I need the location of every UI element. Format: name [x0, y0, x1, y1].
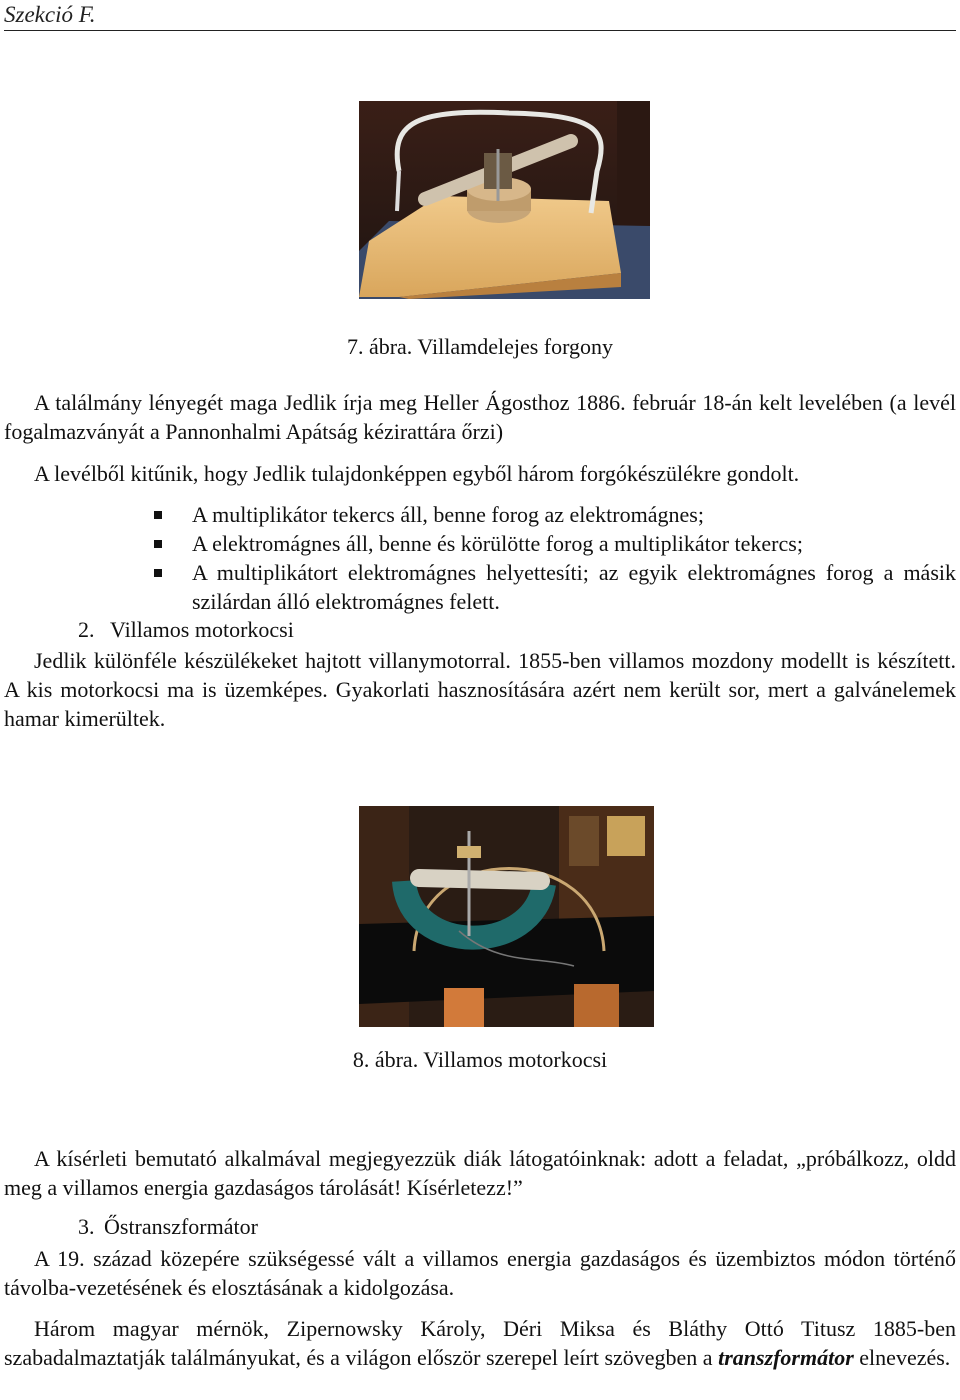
- figure-8-caption: 8. ábra. Villamos motorkocsi: [352, 1047, 608, 1072]
- section-number: 2.: [78, 617, 95, 642]
- emphasized-term: transzformátor: [718, 1345, 854, 1370]
- paragraph-transmission: A 19. század közepére szükségessé vált a villamos energia gazdaságos és üzembiztos módon történő távolba-vezetésének és elosztásának a kidolgozása.: [4, 1246, 956, 1300]
- section-3-heading: [78, 1214, 258, 1240]
- device-list: [154, 500, 956, 616]
- paragraph-student-task: A kísérleti bemutató alkalmával megjegyezzük diák látogatóinknak: adott a feladat, „próbálkozz, oldd meg a villamos energia gazdaságos tárolását! Kísérletezz!”: [4, 1146, 956, 1200]
- list-item: A multiplikátor tekercs áll, benne forog az elektromágnes;: [154, 500, 956, 529]
- section-title: Őstranszformátor: [104, 1214, 258, 1239]
- bullet-square-icon: [154, 569, 162, 577]
- page-header: [4, 0, 956, 31]
- section-2-heading: [78, 617, 294, 643]
- paragraph-motor-car: Jedlik különféle készülékeket hajtott villanymotorral. 1855-ben villamos mozdony modellt is készített. A kis motorkocsi ma is üzemképes. Gyakorlati hasznosítására azért nem került sor, mert a galvánelemek hamar kimerültek.: [4, 648, 956, 731]
- section-number: 3.: [78, 1214, 95, 1239]
- paragraph-transformer-patent: Három magyar mérnök, Zipernowsky Károly, Déri Miksa és Bláthy Ottó Titusz 1885-ben szabadalmaztatják találmányukat, és a világon először szerepel leírt szövegben a transzformátor elnevezés.: [4, 1316, 956, 1370]
- figure-8-photo: [359, 806, 654, 1027]
- list-item: A multiplikátort elektromágnes helyettesíti; az egyik elektromágnes forog a másik szilárdan álló elektromágnes felett.: [154, 558, 956, 616]
- paragraph-three-devices: A levélből kitűnik, hogy Jedlik tulajdonképpen egyből három forgókészülékre gondolt.: [34, 461, 800, 486]
- figure-7-caption: 7. ábra. Villamdelejes forgony: [346, 334, 614, 359]
- section-label: Szekció F.: [4, 2, 96, 27]
- figure-7-photo: [359, 101, 650, 299]
- bullet-square-icon: [154, 511, 162, 519]
- paragraph-jedlik-letter: A találmány lényegét maga Jedlik írja meg Heller Ágosthoz 1886. február 18-án kelt levelében (a levél fogalmazványát a Pannonhalmi Apátság kézirattára őrzi): [4, 390, 956, 444]
- section-title: Villamos motorkocsi: [110, 617, 294, 642]
- bullet-square-icon: [154, 540, 162, 548]
- list-item: A elektromágnes áll, benne és körülötte forog a multiplikátor tekercs;: [154, 529, 956, 558]
